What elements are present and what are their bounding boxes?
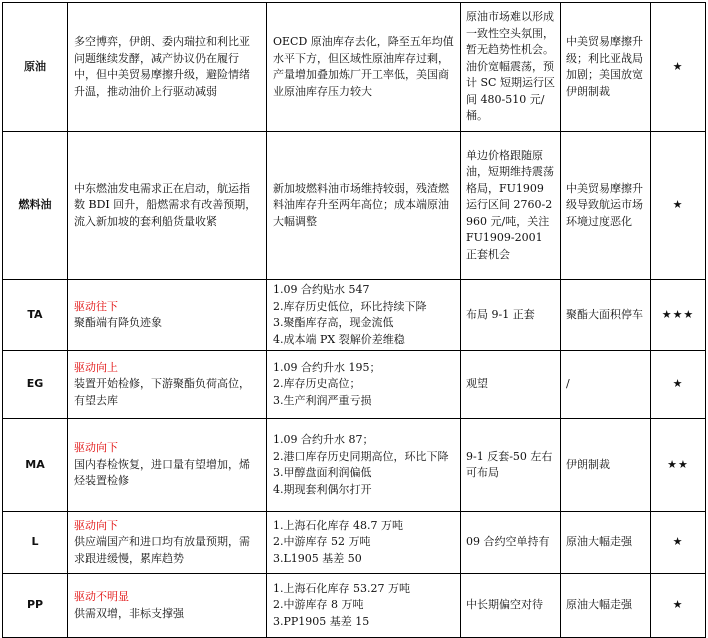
table-row	[3, 574, 706, 638]
table-row	[3, 280, 706, 351]
table-row	[3, 351, 706, 419]
driver-cell	[68, 351, 267, 419]
fundamental-item: 3.L1905 基差 50	[273, 551, 362, 565]
table-row	[3, 132, 706, 280]
fundamental-item: 新加坡燃料油市场维持较弱，残渣燃料油库存升至两年高位；成本端原油大幅调整	[273, 181, 449, 228]
fundamental-item: OECD 原油库存去化，降至五年均值水平下方，但区域性原油库存过剩，产量增加叠加炼厂开工率低，美国商业原油库存压力较大	[273, 35, 454, 98]
driver-text: 国内春检恢复，进口量有望增加，烯烃装置检修	[74, 457, 250, 488]
fundamental-item: 3.聚酯库存高，现金流低	[273, 316, 394, 329]
driver-text: 中东燃油发电需求正在启动，航运指数 BDI 回升，船燃需求有改善预期，流入新加坡的套利船货量收紧	[74, 181, 257, 228]
fundamentals-cell	[267, 3, 461, 132]
driver-text: 供应端国产和进口均有放量预期，需求跟进缓慢，累库趋势	[74, 535, 250, 565]
rating-stars: ★	[651, 3, 706, 132]
rating-stars: ★	[651, 351, 706, 419]
fundamental-item: 3.生产利润严重亏损	[273, 393, 372, 407]
fundamental-item: 3.甲醇盘面利润偏低	[273, 466, 372, 479]
strategy-cell: 09 合约空单持有	[461, 512, 561, 574]
driver-cell	[68, 512, 267, 574]
fundamental-item: 2.中游库存 8 万吨	[273, 598, 364, 612]
commodity-strategy-table	[2, 2, 706, 638]
fundamentals-cell	[267, 280, 461, 351]
driver-cell	[68, 132, 267, 280]
table-row	[3, 3, 706, 132]
driver-cell	[68, 419, 267, 512]
strategy-cell: 观望	[461, 351, 561, 419]
strategy-cell: 单边价格跟随原油，短期维持震荡格局，FU1909 运行区间 2760-2960 元/吨，关注 FU1909-2001 正套机会	[461, 132, 561, 280]
driver-direction: 驱动向下	[74, 518, 118, 532]
rating-stars: ★	[651, 574, 706, 638]
driver-cell	[68, 280, 267, 351]
driver-direction: 驱动不明显	[74, 590, 129, 603]
driver-cell	[68, 3, 267, 132]
rating-stars: ★★★	[651, 280, 706, 351]
driver-direction: 驱动向下	[74, 441, 118, 455]
risk-cell: 中美贸易摩擦升级；利比亚战局加剧；美国放宽伊朗制裁	[561, 3, 651, 132]
risk-cell: /	[561, 351, 651, 419]
driver-direction: 驱动向上	[74, 360, 118, 374]
strategy-cell: 布局 9-1 正套	[461, 280, 561, 351]
fundamental-item: 2.中游库存 52 万吨	[273, 535, 371, 549]
strategy-cell: 中长期偏空对待	[461, 574, 561, 638]
risk-cell: 聚酯大面积停车	[561, 280, 651, 351]
fundamental-item: 4.成本端 PX 裂解价差维稳	[273, 332, 405, 346]
commodity-name: MA	[3, 419, 68, 512]
commodity-name: 原油	[3, 3, 68, 132]
commodity-name: EG	[3, 351, 68, 419]
driver-text: 供需双增，非标支撑强	[74, 606, 184, 620]
rating-stars: ★	[651, 512, 706, 574]
fundamentals-cell	[267, 574, 461, 638]
table-row	[3, 512, 706, 574]
fundamentals-cell	[267, 132, 461, 280]
fundamental-item: 2.港口库存历史同期高位，环比下降	[273, 449, 449, 463]
risk-cell: 中美贸易摩擦升级导致航运市场环境过度恶化	[561, 132, 651, 280]
table-row	[3, 419, 706, 512]
fundamental-item: 2.库存历史高位；	[273, 377, 361, 391]
strategy-cell: 9-1 反套-50 左右可布局	[461, 419, 561, 512]
fundamental-item: 1.上海石化库存 48.7 万吨	[273, 518, 403, 532]
driver-text: 多空博弈，伊朗、委内瑞拉和利比亚问题继续发酵，减产协议仍在履行中，但中美贸易摩擦升级，避险情绪升温，推动油价上行驱动减弱	[74, 35, 250, 98]
fundamental-item: 4.期现套利偶尔打开	[273, 482, 372, 496]
risk-cell: 原油大幅走强	[561, 574, 651, 638]
commodity-name: TA	[3, 280, 68, 351]
driver-cell	[68, 574, 267, 638]
fundamental-item: 2.库存历史低位，环比持续下降	[273, 299, 427, 313]
commodity-name: PP	[3, 574, 68, 638]
fundamental-item: 1.09 合约升水 87；	[273, 433, 374, 446]
fundamental-item: 1.09 合约升水 195；	[273, 360, 381, 374]
risk-cell: 原油大幅走强	[561, 512, 651, 574]
risk-cell: 伊朗制裁	[561, 419, 651, 512]
commodity-name: L	[3, 512, 68, 574]
strategy-cell: 原油市场难以形成一致性空头氛围，暂无趋势性机会。油价宽幅震荡，预计 SC 短期运行区间 480-510 元/桶。	[461, 3, 561, 132]
fundamental-item: 3.PP1905 基差 15	[273, 614, 370, 628]
driver-text: 聚酯端有降负迹象	[74, 316, 162, 329]
rating-stars: ★	[651, 132, 706, 280]
fundamentals-cell	[267, 512, 461, 574]
table-body	[3, 3, 706, 638]
fundamentals-cell	[267, 419, 461, 512]
commodity-name: 燃料油	[3, 132, 68, 280]
fundamentals-cell	[267, 351, 461, 419]
driver-text: 装置开始检修，下游聚酯负荷高位，有望去库	[74, 377, 250, 407]
rating-stars: ★★	[651, 419, 706, 512]
driver-direction: 驱动往下	[74, 299, 118, 313]
fundamental-item: 1.上海石化库存 53.27 万吨	[273, 581, 410, 595]
fundamental-item: 1.09 合约贴水 547	[273, 283, 370, 296]
